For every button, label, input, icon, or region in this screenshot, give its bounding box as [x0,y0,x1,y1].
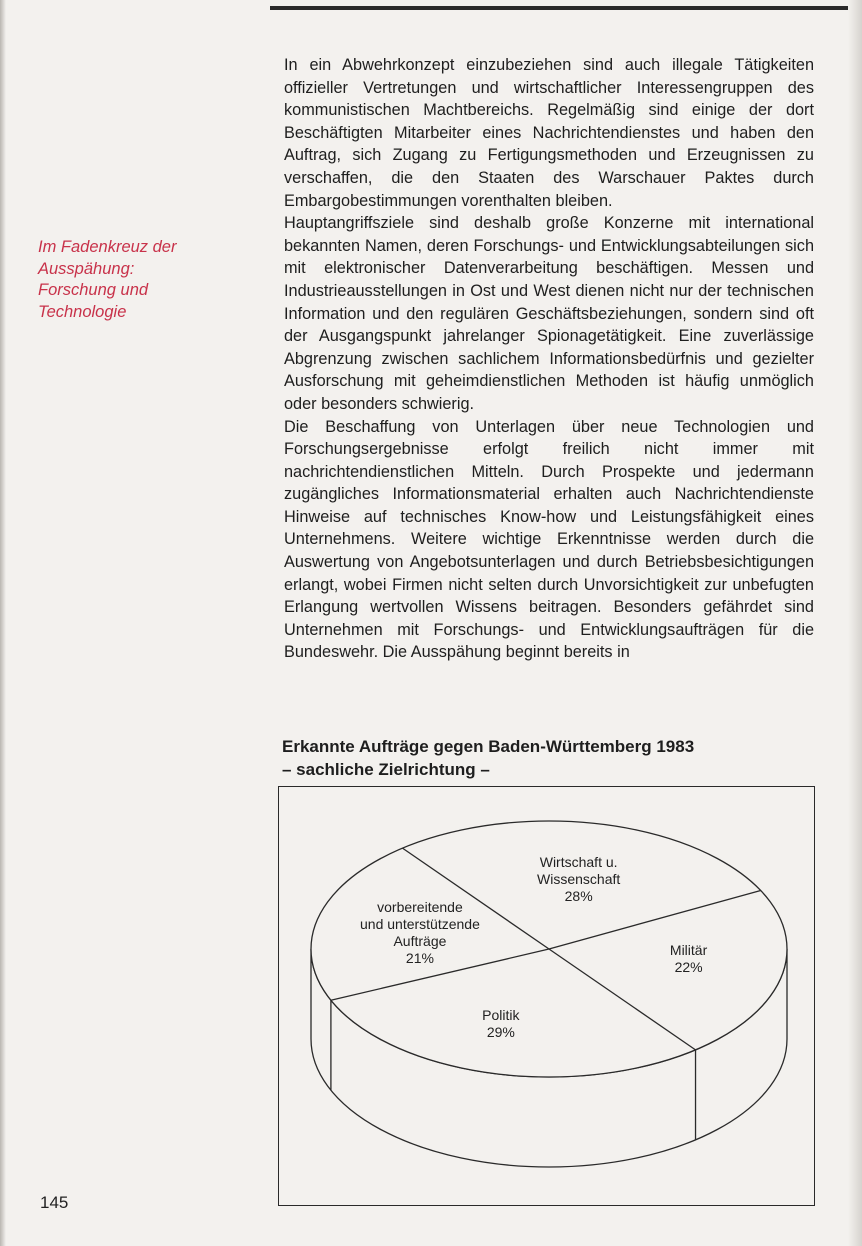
pie-slice-label-line: Militär [669,941,708,958]
chart-subtitle-line: – sachliche Zielrichtung – [282,760,490,779]
chart-title-line: Erkannte Aufträge gegen Baden-Württemberg 1983 [282,737,695,756]
paragraph: In ein Abwehrkonzept einzubeziehen sind auch illegale Tätigkeiten offizieller Vertretungen und wirtschaftlicher Interessengruppen des kommunistischen Machtbereichs. Regelmäßig sind einige der dort Beschäftigten Mitarbeiter eines Nachrichtendienstes und haben den Auftrag, sich Zugang zu Fertigungsmethoden und Erzeugnissen zu verschaffen, die den Staaten des Warschauer Paktes durch Embargobestimmungen vorenthalten bleiben. [284,56,814,210]
margin-note [38,237,238,323]
margin-note-line: Ausspähung: [38,259,135,278]
pie-slice-label-line: Politik [482,1006,520,1023]
pie-slice-label-line: vorbereitende [377,899,463,916]
pie-slice-label-line: Wissenschaft [537,870,621,887]
chart-title [282,735,822,781]
page-edge [848,0,862,1246]
page-number: 145 [40,1193,69,1212]
pie-slice-label-line: 29% [486,1023,515,1040]
book-spine-shadow [0,0,6,1246]
pie-slice-label [537,854,620,905]
paragraph: Hauptangriffsziele sind deshalb große Konzerne mit international bekannten Namen, deren Forschungs- und Entwicklungsabteilungen sich mit elektronischer Datenverarbeitung beschäftigen. Messen und Industrieausstellungen in Ost und West dienen nicht nur der technischen Information und den regulären Geschäftsbeziehungen, sondern sind oft der Ausgangspunkt jahrelanger Spionagetätigkeit. Eine zuverlässige Abgrenzung zwischen sachlichem Informationsbedürfnis und gezielter Ausforschung mit geheimdienstlichen Methoden ist häufig unmöglich oder besonders schwierig. [284,214,814,413]
margin-note-line: Technologie [38,302,127,321]
margin-note-line: Im Fadenkreuz der [38,238,177,256]
pie-slice-label [670,942,707,976]
top-rule [270,6,862,10]
pie-slice-label-line: Aufträge [393,933,447,950]
pie-slice-label [482,1007,519,1041]
paragraph: Die Beschaffung von Unterlagen über neue Technologien und Forschungsergebnisse erfolgt freilich nicht immer mit nachrichtendienstlichen Mitteln. Durch Prospekte und jedermann zugängliches Informationsmaterial erhalten auch Nachrichtendienste Hinweise auf technisches Know-how und Leistungsfähigkeit eines Unternehmens. Weitere wichtige Erkenntnisse werden durch die Auswertung von Angebotsunterlagen und durch Betriebsbesichtigungen erlangt, wobei Firmen nicht selten durch Unvorsichtigkeit zur unbefugten Erlangung wertvollen Wissens beitragen. Besonders gefährdet sind Unternehmen mit Forschungs- und Entwicklungsaufträgen für die Bundeswehr. Die Ausspähung beginnt bereits in [284,417,814,662]
pie-slice-label [360,899,480,967]
pie-slice-label-line: 28% [564,887,593,904]
pie-slice-label-line: Wirtschaft u. [539,853,618,870]
pie-slice-label-line: und unterstützende [360,916,480,933]
body-text [284,54,814,664]
pie-chart [278,786,815,1206]
pie-slice-label-line: 21% [405,950,434,967]
margin-note-line: Forschung und [38,281,149,299]
pie-chart-drawing [279,787,814,1205]
pie-slice-label-line: 22% [674,958,703,975]
